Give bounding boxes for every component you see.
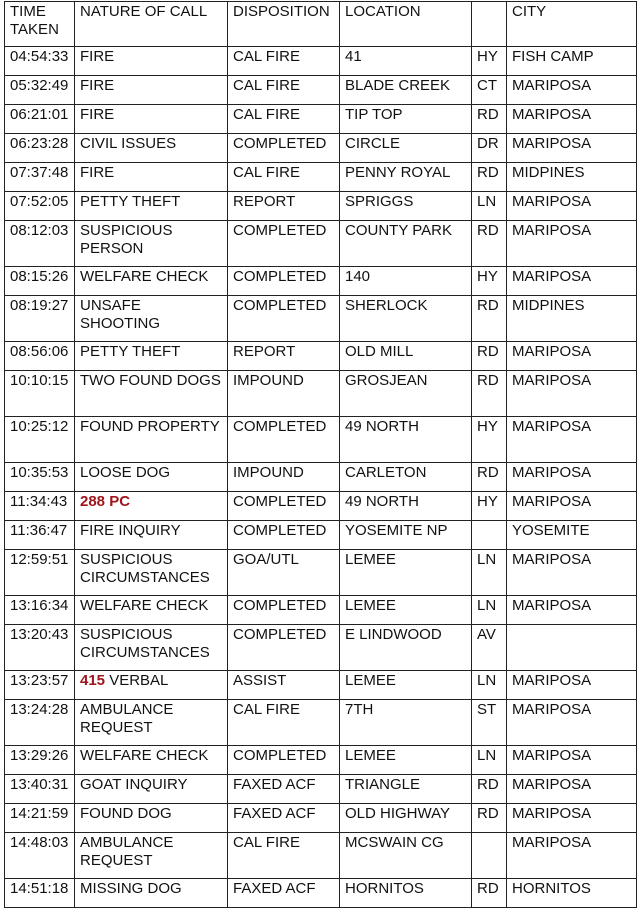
- penal-code: 415: [80, 672, 106, 689]
- cell-city: MARIPOSA: [507, 596, 637, 625]
- table-row: [5, 342, 637, 371]
- cell-street-suffix: HY: [472, 267, 507, 296]
- cell-time: 13:40:31: [5, 775, 75, 804]
- cell-time: 08:56:06: [5, 342, 75, 371]
- cell-time: 07:37:48: [5, 163, 75, 192]
- cell-location: PENNY ROYAL: [340, 163, 472, 192]
- cell-disposition: COMPLETED: [228, 134, 340, 163]
- cell-city: MARIPOSA: [507, 550, 637, 596]
- cell-disposition: REPORT: [228, 192, 340, 221]
- table-row: [5, 76, 637, 105]
- cell-location: 49 NORTH: [340, 492, 472, 521]
- nature-text: FOUND PROPERTY: [80, 418, 220, 435]
- cell-nature: [75, 221, 228, 267]
- cell-street-suffix: ST: [472, 700, 507, 746]
- cell-location: OLD HIGHWAY: [340, 804, 472, 833]
- cell-location: 49 NORTH: [340, 417, 472, 463]
- cell-city: MARIPOSA: [507, 105, 637, 134]
- cell-street-suffix: RD: [472, 221, 507, 267]
- table-row: [5, 47, 637, 76]
- table-row: [5, 163, 637, 192]
- nature-text: VERBAL: [105, 672, 169, 689]
- cell-street-suffix: [472, 833, 507, 879]
- header-disposition: DISPOSITION: [228, 2, 340, 47]
- table-row: [5, 879, 637, 908]
- nature-text: FIRE: [80, 106, 115, 123]
- cell-nature: [75, 804, 228, 833]
- nature-text: WELFARE CHECK: [80, 268, 209, 285]
- nature-text: LOOSE DOG: [80, 464, 171, 481]
- header-nature-of-call: NATURE OF CALL: [75, 2, 228, 47]
- cell-city: MARIPOSA: [507, 267, 637, 296]
- cell-disposition: FAXED ACF: [228, 879, 340, 908]
- cell-disposition: COMPLETED: [228, 746, 340, 775]
- nature-text: SUSPICIOUS CIRCUMSTANCES: [80, 551, 210, 586]
- cell-city: MARIPOSA: [507, 775, 637, 804]
- cell-location: HORNITOS: [340, 879, 472, 908]
- cell-time: 10:10:15: [5, 371, 75, 417]
- cell-time: 10:25:12: [5, 417, 75, 463]
- cell-nature: [75, 76, 228, 105]
- cell-disposition: COMPLETED: [228, 296, 340, 342]
- cell-time: 13:29:26: [5, 746, 75, 775]
- cell-disposition: COMPLETED: [228, 596, 340, 625]
- cell-location: OLD MILL: [340, 342, 472, 371]
- cell-disposition: ASSIST: [228, 671, 340, 700]
- cell-disposition: COMPLETED: [228, 492, 340, 521]
- cell-location: TRIANGLE: [340, 775, 472, 804]
- cell-location: SHERLOCK: [340, 296, 472, 342]
- nature-text: AMBULANCE REQUEST: [80, 701, 174, 736]
- cell-nature: [75, 879, 228, 908]
- cell-time: 08:15:26: [5, 267, 75, 296]
- cell-nature: [75, 700, 228, 746]
- cell-time: 13:23:57: [5, 671, 75, 700]
- cell-location: SPRIGGS: [340, 192, 472, 221]
- cell-street-suffix: LN: [472, 671, 507, 700]
- cell-time: 07:52:05: [5, 192, 75, 221]
- cell-nature: [75, 371, 228, 417]
- cell-location: GROSJEAN: [340, 371, 472, 417]
- cell-street-suffix: [472, 521, 507, 550]
- cell-street-suffix: HY: [472, 417, 507, 463]
- cell-city: MIDPINES: [507, 296, 637, 342]
- cell-disposition: REPORT: [228, 342, 340, 371]
- cell-city: [507, 625, 637, 671]
- cell-street-suffix: LN: [472, 746, 507, 775]
- nature-text: FOUND DOG: [80, 805, 172, 822]
- cell-street-suffix: RD: [472, 342, 507, 371]
- cell-city: MARIPOSA: [507, 804, 637, 833]
- nature-text: FIRE INQUIRY: [80, 522, 181, 539]
- nature-text: UNSAFE SHOOTING: [80, 297, 161, 332]
- cell-disposition: FAXED ACF: [228, 775, 340, 804]
- cell-disposition: CAL FIRE: [228, 47, 340, 76]
- cell-disposition: COMPLETED: [228, 267, 340, 296]
- cell-disposition: CAL FIRE: [228, 163, 340, 192]
- cell-disposition: COMPLETED: [228, 625, 340, 671]
- penal-code: 288 PC: [80, 493, 131, 510]
- nature-text: CIVIL ISSUES: [80, 135, 177, 152]
- table-row: [5, 596, 637, 625]
- call-log-table: [4, 1, 637, 908]
- cell-street-suffix: RD: [472, 371, 507, 417]
- cell-street-suffix: RD: [472, 105, 507, 134]
- cell-city: MARIPOSA: [507, 671, 637, 700]
- cell-city: MARIPOSA: [507, 221, 637, 267]
- cell-nature: [75, 163, 228, 192]
- table-row: [5, 134, 637, 163]
- cell-city: MARIPOSA: [507, 192, 637, 221]
- cell-time: 10:35:53: [5, 463, 75, 492]
- cell-nature: [75, 47, 228, 76]
- cell-location: BLADE CREEK: [340, 76, 472, 105]
- nature-text: AMBULANCE REQUEST: [80, 834, 174, 869]
- table-row: [5, 192, 637, 221]
- table-row: [5, 671, 637, 700]
- cell-location: 7TH: [340, 700, 472, 746]
- cell-location: LEMEE: [340, 746, 472, 775]
- cell-street-suffix: AV: [472, 625, 507, 671]
- table-row: [5, 521, 637, 550]
- cell-street-suffix: HY: [472, 492, 507, 521]
- nature-text: PETTY THEFT: [80, 343, 181, 360]
- header-row: [5, 2, 637, 47]
- table-row: [5, 700, 637, 746]
- cell-city: FISH CAMP: [507, 47, 637, 76]
- cell-time: 14:48:03: [5, 833, 75, 879]
- nature-text: WELFARE CHECK: [80, 597, 209, 614]
- cell-time: 06:23:28: [5, 134, 75, 163]
- cell-time: 06:21:01: [5, 105, 75, 134]
- cell-location: CARLETON: [340, 463, 472, 492]
- table-row: [5, 492, 637, 521]
- cell-location: COUNTY PARK: [340, 221, 472, 267]
- table-row: [5, 463, 637, 492]
- cell-location: YOSEMITE NP: [340, 521, 472, 550]
- cell-disposition: CAL FIRE: [228, 76, 340, 105]
- table-row: [5, 550, 637, 596]
- cell-nature: [75, 550, 228, 596]
- cell-city: MARIPOSA: [507, 463, 637, 492]
- header-city: CITY: [507, 2, 637, 47]
- cell-time: 13:16:34: [5, 596, 75, 625]
- cell-disposition: IMPOUND: [228, 463, 340, 492]
- cell-street-suffix: LN: [472, 596, 507, 625]
- cell-nature: [75, 105, 228, 134]
- cell-nature: [75, 671, 228, 700]
- cell-nature: [75, 463, 228, 492]
- cell-time: 14:21:59: [5, 804, 75, 833]
- cell-street-suffix: LN: [472, 550, 507, 596]
- cell-city: MIDPINES: [507, 163, 637, 192]
- cell-nature: [75, 267, 228, 296]
- nature-text: GOAT INQUIRY: [80, 776, 188, 793]
- cell-street-suffix: RD: [472, 463, 507, 492]
- table-row: [5, 221, 637, 267]
- cell-location: TIP TOP: [340, 105, 472, 134]
- table-body: [5, 47, 637, 908]
- nature-text: WELFARE CHECK: [80, 747, 209, 764]
- cell-street-suffix: RD: [472, 296, 507, 342]
- cell-street-suffix: RD: [472, 163, 507, 192]
- cell-street-suffix: RD: [472, 804, 507, 833]
- cell-location: 41: [340, 47, 472, 76]
- cell-disposition: CAL FIRE: [228, 700, 340, 746]
- cell-city: MARIPOSA: [507, 342, 637, 371]
- cell-location: CIRCLE: [340, 134, 472, 163]
- cell-street-suffix: DR: [472, 134, 507, 163]
- nature-text: FIRE: [80, 77, 115, 94]
- table-row: [5, 746, 637, 775]
- cell-city: MARIPOSA: [507, 492, 637, 521]
- table-row: [5, 105, 637, 134]
- table-header: [5, 2, 637, 47]
- nature-text: TWO FOUND DOGS: [80, 372, 221, 389]
- nature-text: FIRE: [80, 48, 115, 65]
- cell-street-suffix: RD: [472, 775, 507, 804]
- cell-street-suffix: CT: [472, 76, 507, 105]
- cell-disposition: IMPOUND: [228, 371, 340, 417]
- cell-nature: [75, 625, 228, 671]
- cell-city: MARIPOSA: [507, 371, 637, 417]
- cell-city: MARIPOSA: [507, 833, 637, 879]
- cell-street-suffix: RD: [472, 879, 507, 908]
- cell-time: 08:12:03: [5, 221, 75, 267]
- table-row: [5, 625, 637, 671]
- cell-city: MARIPOSA: [507, 76, 637, 105]
- cell-city: MARIPOSA: [507, 417, 637, 463]
- cell-time: 11:36:47: [5, 521, 75, 550]
- cell-nature: [75, 833, 228, 879]
- table-row: [5, 775, 637, 804]
- cell-time: 12:59:51: [5, 550, 75, 596]
- cell-location: E LINDWOOD: [340, 625, 472, 671]
- cell-nature: [75, 192, 228, 221]
- cell-time: 08:19:27: [5, 296, 75, 342]
- table-row: [5, 371, 637, 417]
- cell-nature: [75, 596, 228, 625]
- cell-nature: [75, 134, 228, 163]
- header-street-suffix: [472, 2, 507, 47]
- table-row: [5, 804, 637, 833]
- cell-time: 13:20:43: [5, 625, 75, 671]
- cell-location: LEMEE: [340, 596, 472, 625]
- cell-nature: [75, 296, 228, 342]
- cell-disposition: CAL FIRE: [228, 833, 340, 879]
- header-time-taken: TIME TAKEN: [5, 2, 75, 47]
- table-row: [5, 267, 637, 296]
- cell-nature: [75, 417, 228, 463]
- cell-city: MARIPOSA: [507, 700, 637, 746]
- cell-time: 14:51:18: [5, 879, 75, 908]
- cell-location: LEMEE: [340, 550, 472, 596]
- cell-disposition: COMPLETED: [228, 417, 340, 463]
- cell-city: YOSEMITE: [507, 521, 637, 550]
- cell-city: HORNITOS: [507, 879, 637, 908]
- cell-location: LEMEE: [340, 671, 472, 700]
- cell-location: MCSWAIN CG: [340, 833, 472, 879]
- cell-street-suffix: LN: [472, 192, 507, 221]
- cell-nature: [75, 775, 228, 804]
- table-row: [5, 417, 637, 463]
- cell-location: 140: [340, 267, 472, 296]
- cell-disposition: COMPLETED: [228, 221, 340, 267]
- cell-disposition: FAXED ACF: [228, 804, 340, 833]
- cell-disposition: COMPLETED: [228, 521, 340, 550]
- cell-nature: [75, 492, 228, 521]
- cell-nature: [75, 746, 228, 775]
- cell-disposition: CAL FIRE: [228, 105, 340, 134]
- cell-nature: [75, 521, 228, 550]
- cell-disposition: GOA/UTL: [228, 550, 340, 596]
- nature-text: SUSPICIOUS PERSON: [80, 222, 173, 257]
- cell-street-suffix: HY: [472, 47, 507, 76]
- nature-text: PETTY THEFT: [80, 193, 181, 210]
- table-row: [5, 296, 637, 342]
- table-row: [5, 833, 637, 879]
- header-location: LOCATION: [340, 2, 472, 47]
- cell-time: 13:24:28: [5, 700, 75, 746]
- cell-time: 11:34:43: [5, 492, 75, 521]
- nature-text: SUSPICIOUS CIRCUMSTANCES: [80, 626, 210, 661]
- nature-text: MISSING DOG: [80, 880, 182, 897]
- cell-nature: [75, 342, 228, 371]
- cell-city: MARIPOSA: [507, 134, 637, 163]
- cell-time: 05:32:49: [5, 76, 75, 105]
- cell-city: MARIPOSA: [507, 746, 637, 775]
- cell-time: 04:54:33: [5, 47, 75, 76]
- nature-text: FIRE: [80, 164, 115, 181]
